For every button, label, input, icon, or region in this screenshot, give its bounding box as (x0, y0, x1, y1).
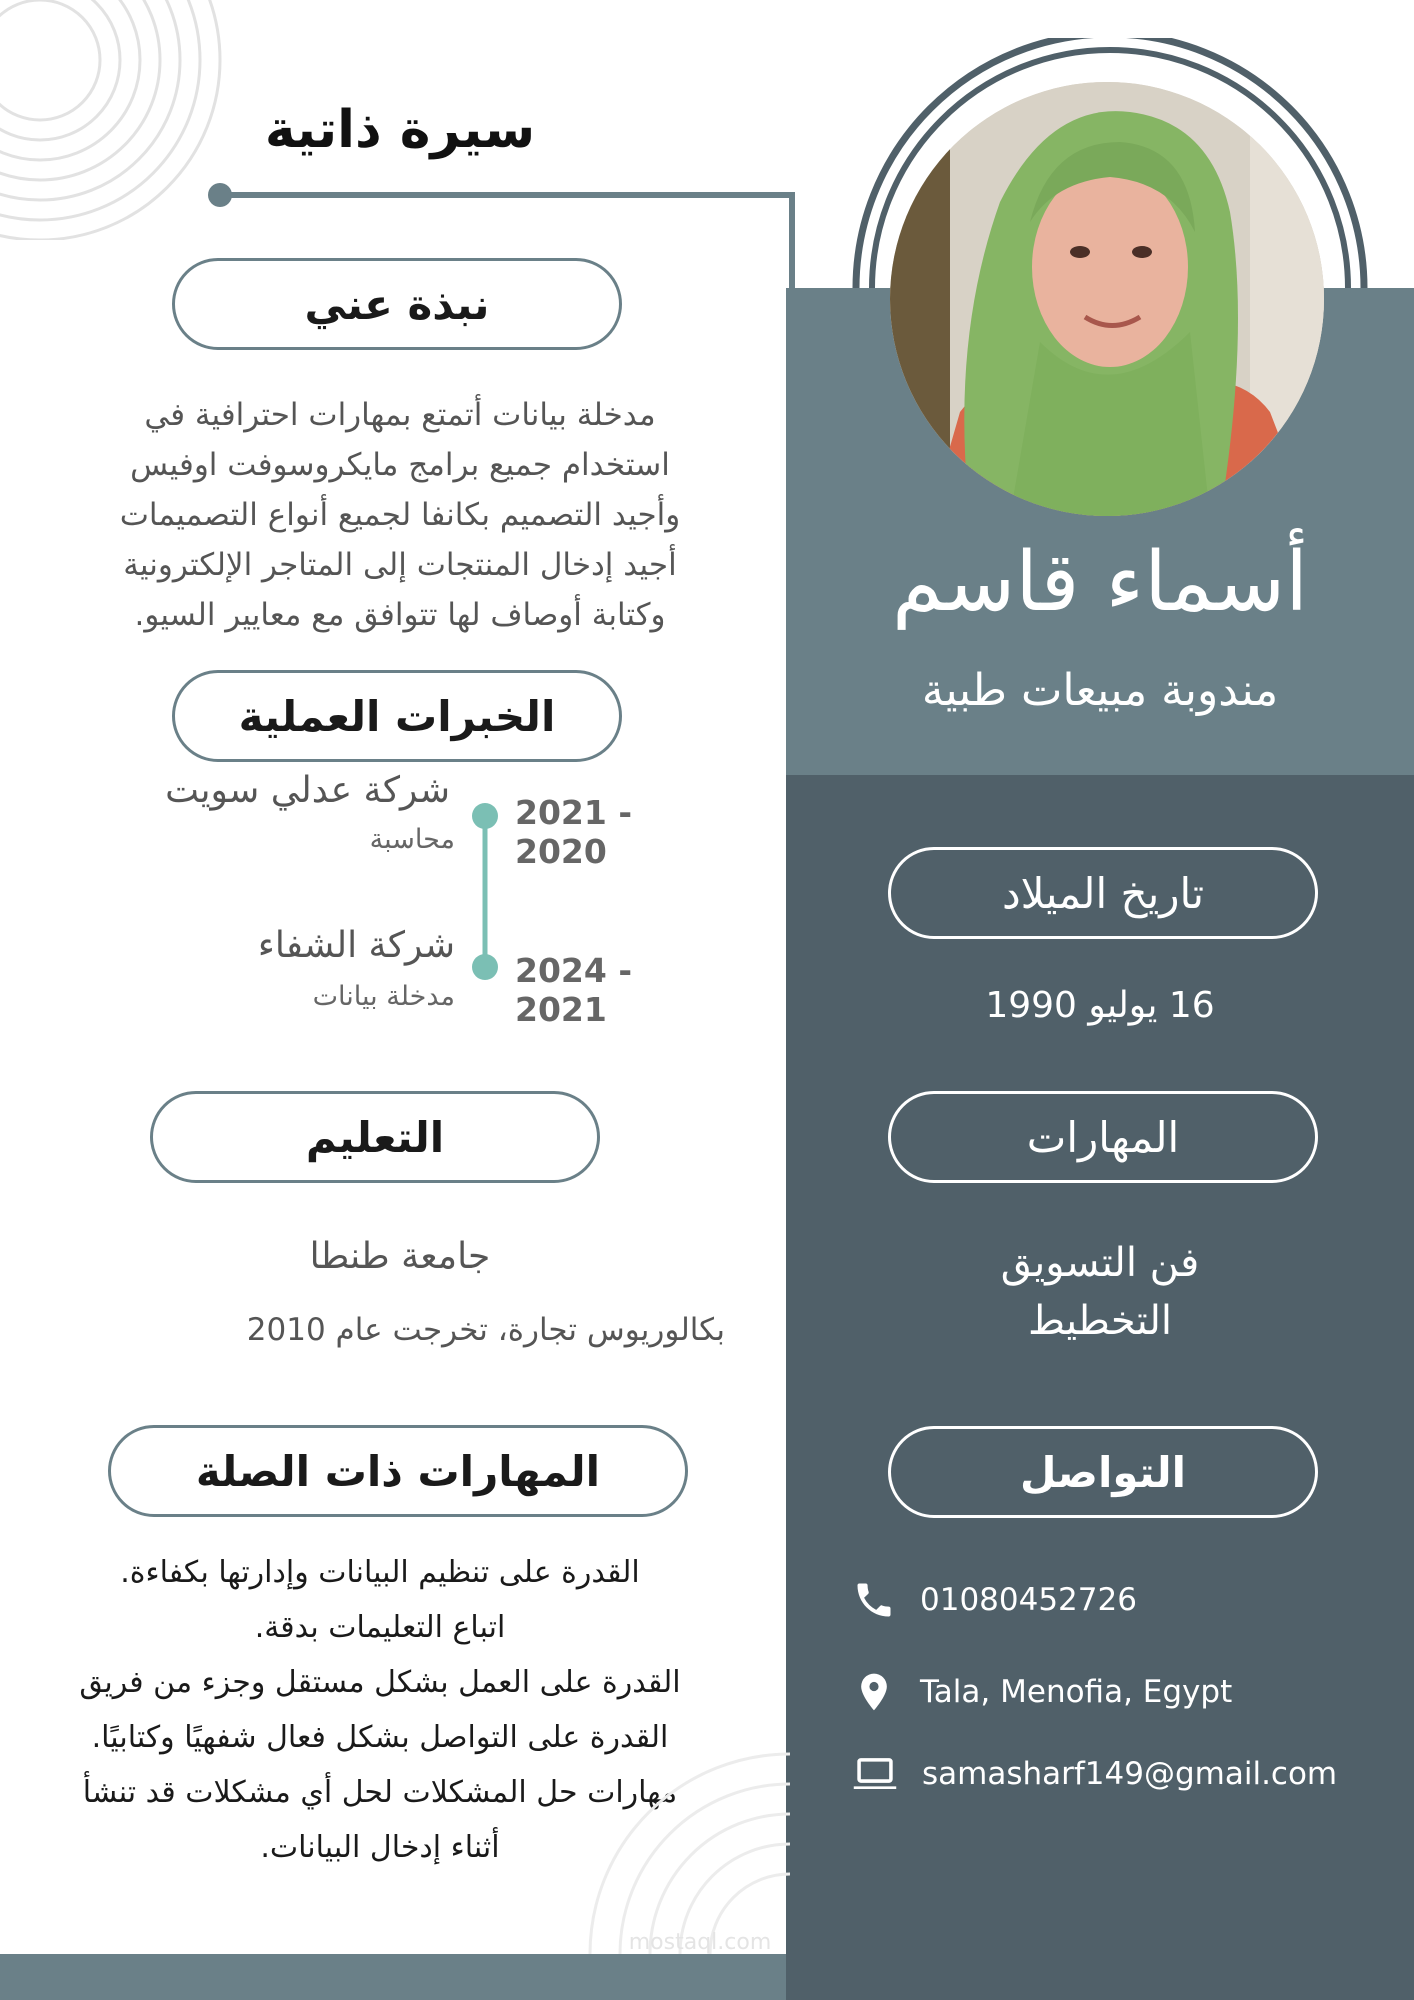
page-title: سيرة ذاتية (264, 100, 536, 160)
contact-phone-value[interactable]: 01080452726 (920, 1582, 1137, 1618)
birth-value: 16 يوليو 1990 (985, 985, 1215, 1026)
contact-location-value: Tala, Menofia, Egypt (920, 1674, 1233, 1710)
about-line: أجيد إدخال المنتجات إلى المتاجر الإلكترونية (123, 547, 677, 583)
watermark-text: mostaql.com (628, 1930, 772, 1955)
related-skill-line: أثناء إدخال البيانات. (260, 1830, 500, 1865)
about-heading-label: نبذة عني (304, 279, 490, 329)
skills-heading (888, 1091, 1318, 1183)
education-degree: بكالوريوس تجارة، تخرجت عام 2010 (246, 1312, 725, 1348)
watermark-arcs (560, 1720, 790, 1954)
education-heading (150, 1091, 600, 1183)
laptop-icon (852, 1752, 898, 1796)
about-line: وكتابة أوصاف لها تتوافق مع معايير السيو. (134, 597, 666, 633)
experience-heading-label: الخبرات العملية (238, 691, 556, 741)
location-pin-icon (852, 1670, 896, 1714)
decorative-arcs (0, 0, 230, 240)
experience-role: محاسبة (369, 824, 455, 855)
experience-heading (172, 670, 622, 762)
experience-period: 2021 - 2020 (515, 793, 633, 871)
related-skill-line: القدرة على العمل بشكل مستقل وجزء من فريق (79, 1665, 681, 1700)
about-line: استخدام جميع برامج مايكروسوفت اوفيس (130, 447, 670, 483)
related-skill-line: اتباع التعليمات بدقة. (254, 1610, 506, 1645)
contact-email[interactable] (852, 1752, 1337, 1796)
avatar (890, 82, 1324, 516)
contact-email-value[interactable]: samasharf149@gmail.com (922, 1756, 1338, 1792)
skills-heading-label: المهارات (1026, 1112, 1180, 1162)
contact-phone[interactable] (852, 1578, 1137, 1622)
related-skill-line: القدرة على تنظيم البيانات وإدارتها بكفاءة. (120, 1555, 640, 1590)
skill-item: التخطيط (1027, 1298, 1173, 1344)
experience-role: مدخلة بيانات (312, 981, 455, 1012)
skills-list (860, 1234, 1340, 1350)
about-line: وأجيد التصميم بكانفا لجميع أنواع التصميمات (119, 497, 681, 533)
about-heading (172, 258, 622, 350)
profile-job-title: مندوبة مبيعات طبية (921, 665, 1279, 716)
profile-name: أسماء قاسم (892, 535, 1308, 630)
contact-location (852, 1670, 1232, 1714)
sidebar-panel (786, 775, 1414, 2000)
birth-heading (888, 847, 1318, 939)
related-skills-heading (108, 1425, 688, 1517)
phone-icon (852, 1578, 896, 1622)
contact-heading (888, 1426, 1318, 1518)
experience-company: شركة الشفاء (257, 925, 455, 966)
experience-company: شركة عدلي سويت (165, 770, 450, 811)
footer-bar (0, 1954, 786, 2000)
experience-timeline (470, 800, 500, 980)
about-text (45, 390, 755, 640)
skill-item: فن التسويق (1000, 1240, 1200, 1286)
experience-period: 2024 - 2021 (515, 951, 633, 1029)
related-skill-line: مهارات حل المشكلات لحل أي مشكلات قد تنشأ (82, 1775, 678, 1810)
related-skills-heading-label: المهارات ذات الصلة (195, 1446, 601, 1496)
about-line: مدخلة بيانات أتمتع بمهارات احترافية في (144, 397, 656, 433)
related-skill-line: القدرة على التواصل بشكل فعال شفهيًا وكتابيًا. (91, 1720, 669, 1755)
education-heading-label: التعليم (305, 1112, 445, 1162)
contact-heading-label: التواصل (1019, 1447, 1187, 1497)
education-school: جامعة طنطا (309, 1236, 491, 1277)
birth-heading-label: تاريخ الميلاد (1001, 868, 1205, 918)
